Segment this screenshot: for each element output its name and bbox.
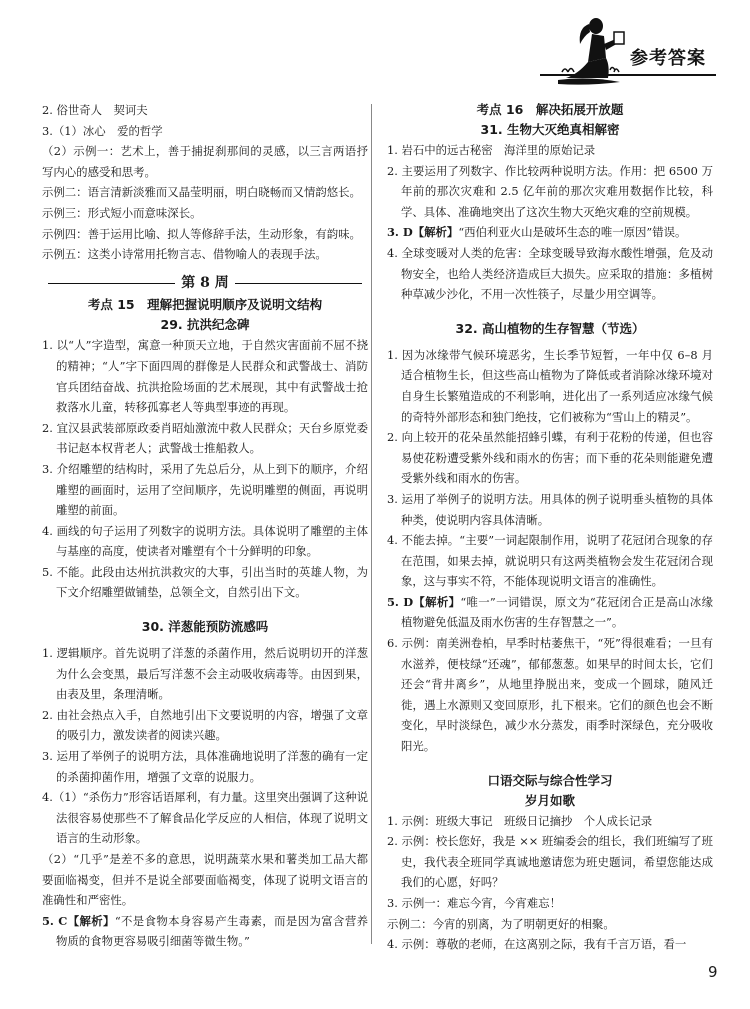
- week-rule-left: [48, 283, 175, 284]
- answer-line: 2. 俗世奇人 契诃夫: [42, 103, 148, 117]
- answer-line: 示例五：这类小诗常用托物言志、借物喻人的表现手法。: [42, 247, 327, 262]
- analysis-tag: 3. D【解析】: [387, 225, 459, 240]
- article-title: 31. 生物大灭绝真相解密: [480, 122, 620, 137]
- analysis-text: “不是食物本身容易产生毒素，而是因为富含营养物质的食物更容易吸引细菌等微生物。”: [56, 913, 368, 949]
- answer-item: 4. 全球变暖对人类的危害：全球变暖导致海水酸性增强，危及动物安全，也给人类经济造成巨大损失。应采取的措施：多植树种草减少沙化，不用一次性筷子，尽量少用空调等。: [387, 245, 713, 302]
- answer-item: 4. 画线的句子运用了列数字的说明方法。具体说明了雕塑的主体与基座的高度，使读者对雕塑有个十分鲜明的印象。: [42, 523, 368, 559]
- week-title: 第 8 周: [181, 274, 229, 291]
- answer-item: [42, 911, 368, 952]
- right-column: [387, 100, 713, 955]
- answer-item: 4. 不能去掉。“主要”一词起限制作用，说明了花冠闭合现象的存在范围，如果去掉，就说明只有这两类植物会发生花冠闭合现象，这与事实不符，不能体现说明文语言的准确性。: [387, 533, 713, 589]
- answer-line: 3.（1）冰心 爱的哲学: [42, 123, 163, 138]
- answer-item: 3. 介绍雕塑的结构时，采用了先总后分，从上到下的顺序，介绍雕塑的画面时，运用了空间顺序，先说明雕塑的侧面，再说明雕塑的前面。: [42, 461, 368, 518]
- answer-item: 2. 示例：校长您好，我是 ×× 班编委会的组长，我们班编写了班史，我代表全班同学真诚地邀请您为班史题词，希望您能达成我们的心愿，好吗？: [387, 834, 713, 890]
- article-title: 29. 抗洪纪念碑: [160, 317, 250, 333]
- answer-item: 1. 岩石中的远古秘密 海洋里的原始记录: [387, 143, 596, 157]
- answer-item: 1. 因为冰缘带气候环境恶劣，生长季节短暂，一年中仅 6–8 月适合植物生长，但这些高山植物为了降低或者消除冰缘环境对自身生长繁殖造成的不利影响，进化出了一系列适应冰缘气候的奇特外部形态和独门绝技，它们被称为“雪山上的精灵”。: [387, 347, 713, 424]
- answer-item: 3. 运用了举例子的说明方法。用具体的例子说明垂头植物的具体种类，使说明内容具体清晰。: [387, 491, 713, 527]
- answer-item: 2. 由社会热点入手，自然地引出下文要说明的内容，增强了文章的吸引力，激发读者的阅读兴趣。: [42, 707, 368, 743]
- answer-item: 示例二：今宵的别离，为了明朝更好的相聚。: [387, 916, 615, 931]
- week-rule-right: [235, 283, 362, 284]
- column-divider: [371, 104, 372, 944]
- analysis-tag: 5. D【解析】: [387, 594, 461, 609]
- answer-item: 3. 运用了举例子的说明方法，具体准确地说明了洋葱的确有一定的杀菌抑菌作用，增强了文章的说服力。: [42, 749, 368, 784]
- analysis-tag: 5. C【解析】: [42, 913, 115, 928]
- page-header: [0, 0, 750, 100]
- exam-point-heading: 考点 15 理解把握说明顺序及说明文结构: [87, 297, 323, 313]
- header-rule: [540, 74, 716, 76]
- analysis-text: “西伯利亚火山是破坏生态的唯一原因”错误。: [458, 225, 687, 240]
- section-title: 口语交际与综合性学习: [487, 772, 613, 788]
- answer-item: [387, 592, 713, 633]
- answer-item: 1. 逻辑顺序。首先说明了洋葱的杀菌作用，然后说明切开的洋葱为什么会变黑，最后写洋葱不会主动吸收病毒等。由因到果，由表及里，条理清晰。: [42, 646, 368, 702]
- answer-line: （2）示例一：艺术上，善于捕捉刹那间的灵感，以三言两语抒写内心的感受和思考。: [42, 144, 368, 179]
- page-number: 9: [708, 963, 718, 981]
- answer-line: 示例二：语言清新淡雅而又晶莹明丽，明白晓畅而又情韵悠长。: [42, 185, 361, 200]
- answer-item: 5. 不能。此段由达州抗洪救灾的大事，引出当时的英雄人物，为下文介绍雕塑做铺垫，总领全文，自然引出下文。: [42, 564, 368, 600]
- answer-item: 2. 主要运用了列数字、作比较两种说明方法。作用：把 6500 万年前的那次灾难和 2.5 亿年前的那次灾难用数据作比较，科学、具体、准确地突出了这次生物大灭绝灾难的空前规模。: [387, 163, 713, 219]
- answer-item: [387, 222, 713, 243]
- answer-item: 1. 以“人”字造型，寓意一种顶天立地，于自然灾害面前不屈不挠的精神；“人”字下面四周的群像是人民群众和武警战士、消防官兵团结奋战、抗洪抢险场面的艺术展现，其中有武警战士抢救落水儿童，转移孤寡老人等典型事迹的再现。: [42, 338, 368, 415]
- answer-item: 2. 宜汉县武装部原政委肖昭灿激流中救人民群众；天台乡原党委书记赵本权背老人；武警战士推船救人。: [42, 420, 368, 456]
- answer-item: 1. 示例：班级大事记 班级日记摘抄 个人成长记录: [387, 813, 653, 828]
- section-subtitle: 岁月如歌: [524, 792, 575, 808]
- left-column: [42, 100, 368, 952]
- reading-girl-logo-icon: [548, 14, 628, 88]
- answer-item: （2）“几乎”是差不多的意思，说明蔬菜水果和薯类加工品大都要面临褐变，但并不是说全部要面临褐变，体现了说明文语言的准确性和严密性。: [42, 852, 368, 908]
- answer-item: 4. 示例：尊敬的老师，在这离别之际，我有千言万语，看一: [387, 937, 687, 952]
- page-title: 参考答案: [630, 48, 706, 69]
- week-heading: [42, 273, 368, 294]
- answer-item: 3. 示例一：难忘今宵，今宵难忘！: [387, 896, 561, 910]
- exam-point-heading: 考点 16 解决拓展开放题: [476, 102, 624, 117]
- answer-item: 6. 示例：南美洲卷柏，早季时枯萎焦干，“死”得很难看；一旦有水滋养，便枝绿“还魂”，郁郁葱葱。如果早的时间太长，它们还会“背井离乡”，从地里挣脱出来，变成一个圆球，随风迁徙，遇上水源则又变回原形，扎下根来。它们的颜色也会不断变化，早时淡绿色，减少水分蒸发，雨季时深绿色，充分吸收阳光。: [387, 636, 713, 754]
- answer-line: 示例三：形式短小而意味深长。: [42, 205, 202, 220]
- answer-item: 2. 向上较开的花朵虽然能招蜂引蝶，有利于花粉的传递，但也容易使花粉遭受紫外线和雨水的伤害；而下垂的花朵则能避免遭受紫外线和雨水的伤害。: [387, 430, 713, 486]
- analysis-text: “唯一”一词错误，原文为“花冠闭合正是高山冰缘植物避免低温及雨水伤害的生存智慧之一”。: [401, 594, 713, 630]
- article-title: 30. 洋葱能预防流感吗: [141, 619, 269, 635]
- answer-item: 4.（1）“杀伤力”形容话语犀利，有力量。这里突出强调了这种说法很容易使那些不了解食品化学反应的人相信，体现了说明文语言的生动形象。: [42, 790, 368, 846]
- answer-line: 示例四：善于运用比喻、拟人等修辞手法，生动形象，有韵味。: [42, 226, 361, 241]
- article-title: 32. 高山植物的生存智慧（节选）: [455, 320, 645, 336]
